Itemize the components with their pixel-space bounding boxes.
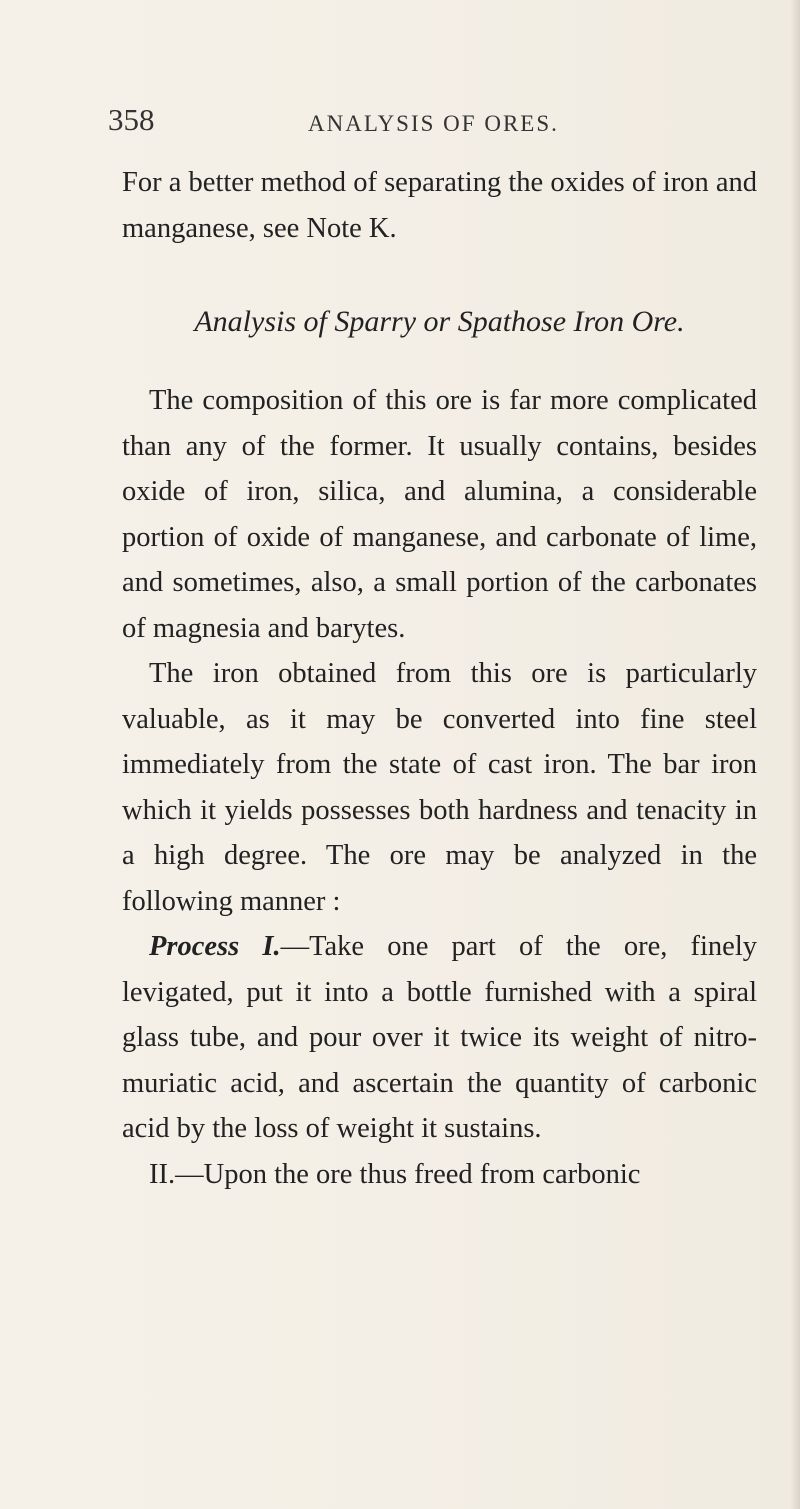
composition-paragraph: The composition of this ore is far more complicated than any of the former. It usually contains, besides oxide of iron, silica, and alumina, a considerable portion of oxide of manganese, and carbonate of lime, and sometimes, also, a small portion of the carbonates of magnesia and barytes.	[122, 385, 757, 644]
process-text: —Take one part of the ore, finely levigated, put it into a bottle furnished with a spiral glass tube, and pour over it twice its weight of nitro-muriatic acid, and ascertain the quantity of carbonic acid by the loss of weight it sustains.	[122, 931, 757, 1144]
iron-value-paragraph: The iron obtained from this ore is particularly valuable, as it may be converted into fine steel immediately from the state of cast iron. The bar iron which it yields possesses both hardness and tenacity in a high degree. The ore may be analyzed in the following manner :	[122, 658, 757, 917]
process-one-paragraph	[122, 924, 757, 1152]
page-number: 358	[108, 102, 155, 137]
page-edge-shadow	[790, 0, 800, 1509]
page-text	[122, 160, 757, 1197]
process-label: Process I.	[149, 931, 281, 962]
process-two-paragraph: II.—Upon the ore thus freed from carbonic	[149, 1158, 641, 1190]
page-header	[108, 100, 758, 140]
intro-paragraph: For a better method of separating the oxides of iron and manganese, see Note K.	[122, 167, 757, 244]
section-heading: Analysis of Sparry or Spathose Iron Ore.	[194, 305, 685, 338]
running-head: ANALYSIS OF ORES.	[308, 111, 559, 136]
